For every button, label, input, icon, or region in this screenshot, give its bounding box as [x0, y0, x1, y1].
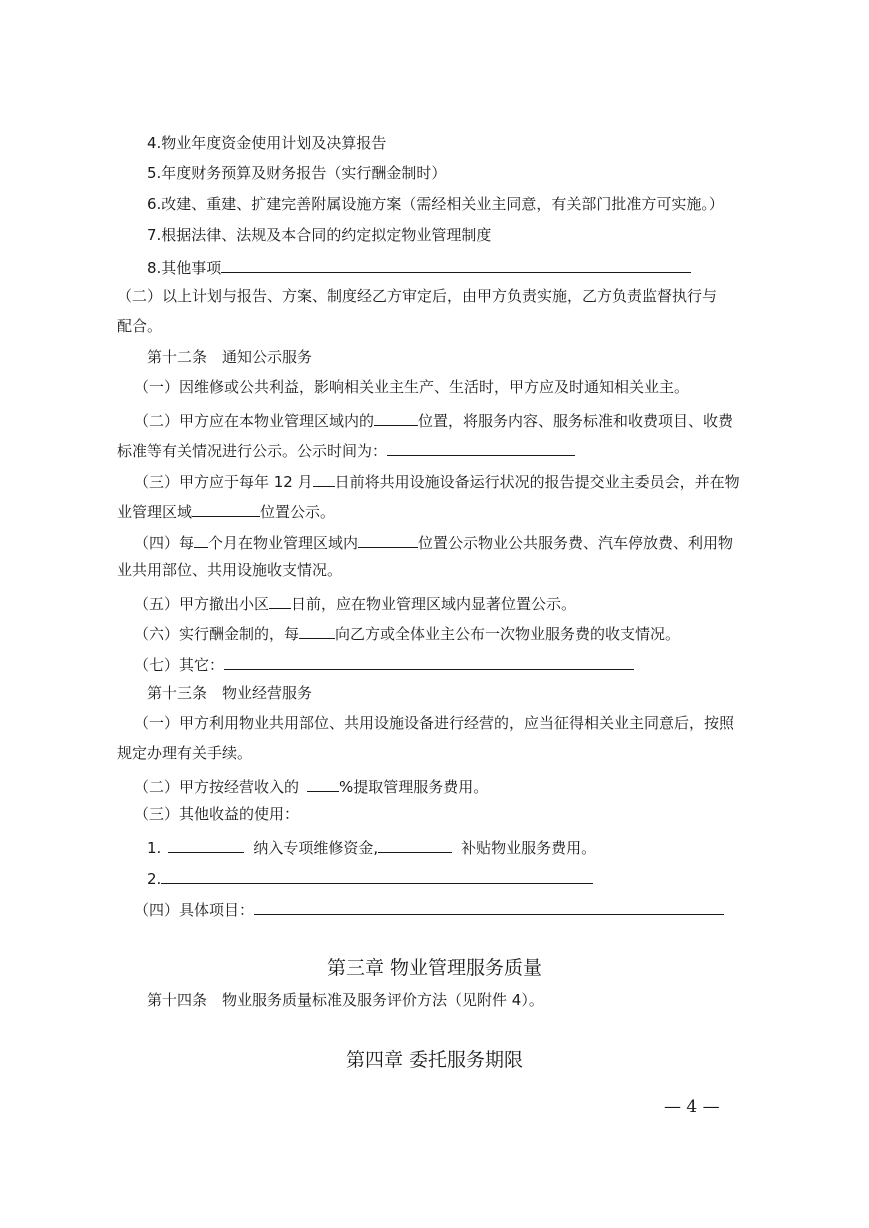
line-text: 第十三条 物业经营服务: [147, 684, 313, 702]
line-text: 7.根据法律、法规及本合同的约定拟定物业管理制度: [147, 226, 492, 244]
blank-field: [299, 621, 335, 639]
line-text: 位置公示物业公共服务费、汽车停放费、利用物: [418, 534, 734, 552]
article-heading: [147, 990, 544, 1010]
blank-field: [192, 499, 260, 517]
list-item: [147, 194, 724, 214]
line-text: （二）以上计划与报告、方案、制度经乙方审定后，由甲方负责实施，乙方负责监督执行与: [117, 287, 718, 305]
list-item: [147, 133, 386, 153]
line-text: 补贴物业服务费用。: [461, 839, 597, 857]
page-number: [664, 1097, 720, 1117]
paragraph-line: [134, 591, 576, 614]
blank-field: [254, 897, 724, 915]
paragraph-line: [134, 897, 724, 920]
list-item: [147, 225, 491, 245]
paragraph-line: [134, 408, 733, 431]
chapter-title: 第四章 委托服务期限: [345, 1049, 524, 1071]
line-text: 1.: [147, 839, 162, 857]
page-number-text: — 4 —: [664, 1097, 720, 1117]
line-text: 2.: [147, 870, 162, 888]
blank-field: [378, 835, 452, 853]
line-text: 向乙方或全体业主公布一次物业服务费的收支情况。: [335, 625, 681, 643]
line-text: 5.年度财务预算及财务报告（实行酬金制时）: [147, 164, 447, 182]
line-text: 6.改建、重建、扩建完善附属设施方案（需经相关业主同意，有关部门批准方可实施。）: [147, 195, 724, 213]
blank-field: [224, 652, 634, 670]
blank-field: [387, 438, 575, 456]
paragraph-line: [134, 652, 634, 675]
blank-field: [161, 866, 593, 884]
line-text: 配合。: [117, 317, 163, 335]
blank-field: [269, 591, 291, 609]
line-text: （七）其它：: [134, 656, 225, 674]
article-heading: [147, 347, 312, 367]
line-text: 位置公示。: [260, 503, 336, 521]
line-text: （二）甲方按经营收入的: [134, 778, 300, 796]
blank-field: [358, 530, 418, 548]
line-text: （一）因维修或公共利益，影响相关业主生产、生活时，甲方应及时通知相关业主。: [134, 378, 690, 396]
list-item: [147, 835, 596, 858]
line-text: （二）甲方应在本物业管理区域内的: [134, 412, 375, 430]
blank-field: [194, 530, 208, 548]
line-text: 业管理区域: [117, 503, 193, 521]
paragraph-line: [117, 560, 342, 580]
paragraph-line: [134, 713, 734, 733]
line-text: 第十二条 通知公示服务: [147, 348, 313, 366]
paragraph-line: [117, 743, 252, 763]
line-text: （一）甲方利用物业共用部位、共用设施设备进行经营的，应当征得相关业主同意后，按照: [134, 714, 735, 732]
blank-field: [313, 469, 335, 487]
article-heading: [147, 683, 312, 703]
blank-field: [374, 408, 418, 426]
list-item: [147, 255, 691, 278]
paragraph-line: [117, 286, 717, 306]
line-text: 第十四条 物业服务质量标准及服务评价方法（见附件 4）。: [147, 991, 544, 1009]
line-text: 日前，应在物业管理区域内显著位置公示。: [291, 595, 577, 613]
line-text: 规定办理有关手续。: [117, 744, 253, 762]
chapter-heading: [0, 956, 869, 980]
list-item: [147, 866, 593, 889]
line-text: （六）实行酬金制的，每: [134, 625, 300, 643]
line-text: 业共用部位、共用设施收支情况。: [117, 561, 343, 579]
line-text: 4.物业年度资金使用计划及决算报告: [147, 134, 387, 152]
line-text: （四）每: [134, 534, 195, 552]
blank-field: [221, 255, 691, 273]
line-text: 日前将共用设施设备运行状况的报告提交业主委员会，并在物: [334, 473, 740, 491]
paragraph-line: [117, 499, 335, 522]
paragraph-line: [117, 316, 162, 336]
line-text: （三）其他收益的使用：: [134, 805, 300, 823]
paragraph-line: [117, 438, 575, 461]
line-text: 位置，将服务内容、服务标准和收费项目、收费: [418, 412, 734, 430]
paragraph-line: [134, 774, 488, 797]
line-text: （三）甲方应于每年 12 月: [134, 473, 313, 491]
line-text: 纳入专项维修资金,: [253, 839, 379, 857]
blank-field: [168, 835, 244, 853]
blank-field: [307, 774, 339, 792]
line-text: 个月在物业管理区域内: [208, 534, 359, 552]
chapter-title: 第三章 物业管理服务质量: [326, 957, 543, 979]
line-text: 8.其他事项: [147, 259, 222, 277]
paragraph-line: [134, 804, 299, 824]
list-item: [147, 163, 446, 183]
line-text: %提取管理服务费用。: [339, 778, 489, 796]
line-text: 标准等有关情况进行公示。公示时间为：: [117, 442, 388, 460]
line-text: （五）甲方撤出小区: [134, 595, 270, 613]
paragraph-line: [134, 621, 680, 644]
line-text: （四）具体项目：: [134, 901, 255, 919]
chapter-heading: [0, 1048, 869, 1072]
paragraph-line: [134, 469, 740, 492]
paragraph-line: [134, 377, 689, 397]
paragraph-line: [134, 530, 733, 553]
